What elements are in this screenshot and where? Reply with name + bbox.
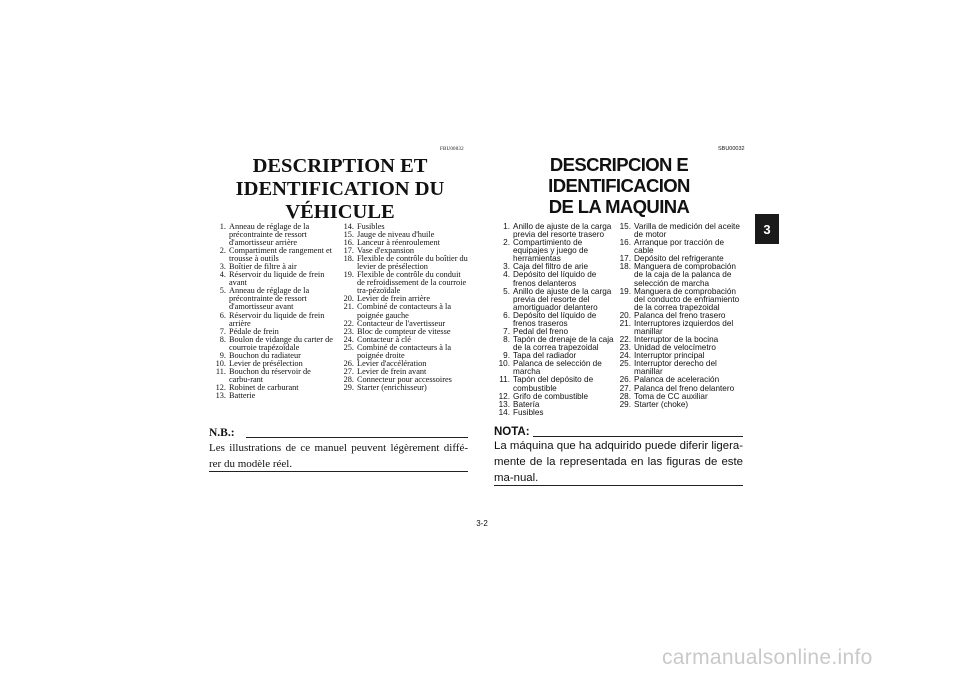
list-item — [209, 223, 334, 247]
item-number: 3. — [219, 262, 226, 272]
item-label: Levier de frein avant — [357, 366, 427, 376]
item-number: 20. — [343, 294, 354, 304]
list-item — [494, 223, 616, 239]
item-number: 28. — [343, 374, 354, 384]
list-item — [209, 271, 334, 287]
list-item — [209, 392, 334, 400]
item-label: Levier de frein arrière — [357, 294, 431, 304]
item-label: Tapón del depósito de combustible — [513, 375, 594, 393]
item-label: Compartiment de rangement et trousse à outils — [229, 246, 332, 264]
list-item — [494, 376, 616, 392]
item-number: 23. — [343, 326, 354, 336]
item-label: Interruptor de la bocina — [634, 335, 719, 345]
note-heading-fr: N.B.: — [209, 427, 235, 439]
list-item — [494, 409, 616, 417]
item-label: Réservoir du liquide de frein avant — [229, 270, 325, 288]
note-heading-es: NOTA: — [494, 426, 530, 438]
item-label: Depósito del líquido de frenos traseros — [513, 310, 597, 328]
item-label: Boîtier de filtre à air — [229, 262, 297, 272]
item-label: Contacteur de l'avertisseur — [357, 318, 446, 328]
item-label: Arranque por tracción de cable — [634, 238, 725, 256]
item-number: 10. — [215, 358, 226, 368]
note-rule-bottom-fr — [209, 471, 468, 472]
item-label: Tapón de drenaje de la caja de la correa trapezoidal — [513, 335, 614, 353]
item-number: 1. — [503, 222, 510, 231]
list-item — [209, 312, 334, 328]
item-number: 2. — [219, 246, 226, 256]
list-item — [615, 288, 742, 312]
item-number: 12. — [215, 382, 226, 392]
item-number: 10. — [498, 359, 510, 369]
item-number: 19. — [343, 270, 354, 280]
item-label: Interruptor derecho del manillar — [634, 359, 717, 377]
item-label: Robinet de carburant — [229, 382, 299, 392]
list-item — [209, 336, 334, 352]
list-item — [494, 312, 616, 328]
item-number: 18. — [619, 262, 631, 272]
item-label: Varilla de medición del aceite de motor — [634, 222, 740, 240]
page-number: 3-2 — [476, 519, 488, 528]
list-item — [494, 239, 616, 263]
page-title-fr — [210, 155, 470, 224]
chapter-tab: 3 — [755, 214, 779, 244]
item-label: Connecteur pour accessoires — [357, 374, 452, 384]
note-rule-top-es — [533, 436, 743, 437]
item-label: Manguera de comprobación del conducto de enfriamiento de la correa trapezoidal — [634, 286, 740, 312]
item-number: 24. — [343, 334, 354, 344]
item-label: Boulon de vidange du carter de courroie trapézoïdale — [229, 334, 333, 352]
item-label: Palanca de aceleración — [634, 375, 720, 385]
item-number: 25. — [619, 359, 631, 369]
item-number: 3. — [503, 262, 510, 272]
item-label: Fusibles — [513, 407, 544, 417]
parts-list-es-col2 — [615, 223, 742, 409]
item-number: 16. — [343, 238, 354, 248]
item-label: Unidad de velocímetro — [634, 343, 716, 353]
item-label: Bloc de compteur de vitesse — [357, 326, 451, 336]
item-number: 7. — [219, 326, 226, 336]
list-item — [209, 247, 334, 263]
item-label: Levier d'accélération — [357, 358, 427, 368]
item-number: 2. — [503, 238, 510, 248]
item-number: 6. — [503, 310, 510, 320]
item-number: 19. — [619, 286, 631, 296]
item-number: 11. — [215, 366, 226, 376]
item-label: Anillo de ajuste de la carga previa del resorte trasero — [513, 222, 612, 240]
note-rule-bottom-es — [494, 485, 743, 486]
item-number: 29. — [343, 382, 354, 392]
item-number: 5. — [219, 286, 226, 296]
section-code-fr: FBU00032 — [440, 147, 464, 152]
item-label: Fusibles — [357, 222, 385, 231]
item-number: 14. — [498, 407, 510, 417]
item-label: Flexible de contrôle du boîtier du levier de présélection — [357, 254, 468, 272]
list-item — [337, 255, 469, 271]
item-number: 26. — [619, 375, 631, 385]
list-item — [494, 336, 616, 352]
item-label: Compartimiento de equipajes y juego de herramientas — [513, 238, 589, 264]
item-label: Lanceur à réenroulement — [357, 238, 440, 248]
item-number: 23. — [619, 343, 631, 353]
note-rule-top-fr — [246, 437, 468, 438]
item-number: 22. — [619, 335, 631, 345]
item-number: 4. — [503, 270, 510, 280]
item-label: Pédale de frein — [229, 326, 279, 336]
item-number: 1. — [219, 222, 226, 231]
title-line: DE LA MAQUINA — [548, 196, 690, 217]
item-label: Palanca del freno delantero — [634, 383, 735, 393]
item-label: Combiné de contacteurs à la poignée gauche — [357, 302, 451, 320]
item-number: 7. — [503, 327, 510, 337]
item-label: Anillo de ajuste de la carga previa del resorte del amortiguador delantero — [513, 286, 612, 312]
list-item — [494, 360, 616, 376]
item-label: Réservoir du liquide de frein arrière — [229, 310, 325, 328]
item-number: 29. — [619, 399, 631, 409]
list-item — [209, 384, 334, 392]
parts-list-fr-col2 — [337, 223, 469, 392]
item-number: 21. — [343, 302, 354, 312]
item-number: 13. — [498, 399, 510, 409]
item-number: 16. — [619, 238, 631, 248]
title-line: DESCRIPTION ET — [252, 155, 428, 177]
item-number: 8. — [219, 334, 226, 344]
item-number: 27. — [343, 366, 354, 376]
title-line: DESCRIPCION E IDENTIFICACION — [548, 154, 690, 196]
item-number: 12. — [498, 391, 510, 401]
list-item — [209, 287, 334, 311]
item-number: 20. — [619, 310, 631, 320]
item-label: Anneau de réglage de la précontrainte de ressort d'amortisseur arrière — [229, 222, 310, 248]
item-label: Tapa del radiador — [513, 351, 577, 361]
item-number: 24. — [619, 351, 631, 361]
list-item — [209, 368, 334, 384]
item-label: Starter (choke) — [634, 399, 689, 409]
title-line: IDENTIFICATION DU VÉHICULE — [235, 178, 445, 223]
item-number: 9. — [503, 351, 510, 361]
item-label: Palanca de selección de marcha — [513, 359, 602, 377]
parts-list-fr-col1 — [209, 223, 334, 400]
list-item — [337, 384, 469, 392]
item-label: Vase d'expansion — [357, 246, 415, 256]
item-label: Batería — [513, 399, 540, 409]
item-number: 5. — [503, 286, 510, 296]
parts-list-es-col1 — [494, 223, 616, 417]
item-number: 17. — [619, 254, 631, 264]
item-label: Bouchon du réservoir de carbu-rant — [229, 366, 311, 384]
item-number: 9. — [219, 350, 226, 360]
item-label: Flexible de contrôle du conduit de refroidissement de la courroie tra-pézoïdale — [357, 270, 467, 296]
list-item — [615, 239, 742, 255]
item-label: Caja del filtro de arie — [513, 262, 589, 272]
item-number: 15. — [343, 230, 354, 240]
list-item — [615, 320, 742, 336]
item-number: 11. — [499, 375, 510, 385]
item-label: Bouchon du radiateur — [229, 350, 301, 360]
list-item — [615, 401, 742, 409]
item-label: Palanca del freno trasero — [634, 310, 726, 320]
item-label: Pedal del freno — [513, 327, 569, 337]
item-label: Depósito del líquido de frenos delanteros — [513, 270, 597, 288]
note-text-fr: Les illustrations de ce manuel peuvent légèrement diffé-rer du modèle réel. — [209, 442, 468, 470]
item-number: 17. — [343, 246, 354, 256]
item-number: 26. — [343, 358, 354, 368]
item-number: 27. — [619, 383, 631, 393]
list-item — [615, 263, 742, 287]
item-number: 28. — [619, 391, 631, 401]
list-item — [337, 303, 469, 319]
item-number: 22. — [343, 318, 354, 328]
item-number: 13. — [215, 390, 226, 400]
item-label: Levier de présélection — [229, 358, 303, 368]
item-number: 6. — [219, 310, 226, 320]
item-label: Manguera de comprobación de la caja de la palanca de selección de marcha — [634, 262, 736, 288]
item-number: 25. — [343, 342, 354, 352]
list-item — [337, 344, 469, 360]
item-label: Combiné de contacteurs à la poignée droite — [357, 342, 451, 360]
item-number: 21. — [619, 318, 631, 328]
item-label: Contacteur à clé — [357, 334, 411, 344]
section-code-es: SBU00032 — [718, 146, 745, 152]
list-item — [615, 223, 742, 239]
item-number: 18. — [343, 254, 354, 264]
item-label: Starter (enrichisseur) — [357, 382, 427, 392]
list-item — [494, 271, 616, 287]
list-item — [615, 360, 742, 376]
item-label: Interruptores izquierdos del manillar — [634, 318, 734, 337]
item-number: 4. — [219, 270, 226, 280]
list-item — [494, 288, 616, 312]
item-number: 8. — [503, 335, 510, 345]
list-item — [337, 271, 469, 295]
item-label: Depósito del refrigerante — [634, 254, 724, 264]
item-label: Batterie — [229, 390, 256, 400]
item-label: Toma de CC auxiliar — [634, 391, 708, 401]
item-number: 15. — [619, 222, 631, 231]
item-number: 14. — [343, 222, 354, 231]
item-label: Jauge de niveau d'huile — [357, 230, 435, 240]
item-label: Anneau de réglage de la précontrainte de ressort d'amortisseur avant — [229, 286, 310, 312]
note-text-es: La máquina que ha adquirido puede diferir ligera-mente de la representada en las figuras de este ma-nual. — [494, 440, 743, 484]
watermark: carmanualsonline.info — [662, 646, 873, 669]
page-title-es — [486, 154, 752, 217]
item-label: Grifo de combustible — [513, 391, 589, 401]
item-label: Interruptor principal — [634, 351, 705, 361]
